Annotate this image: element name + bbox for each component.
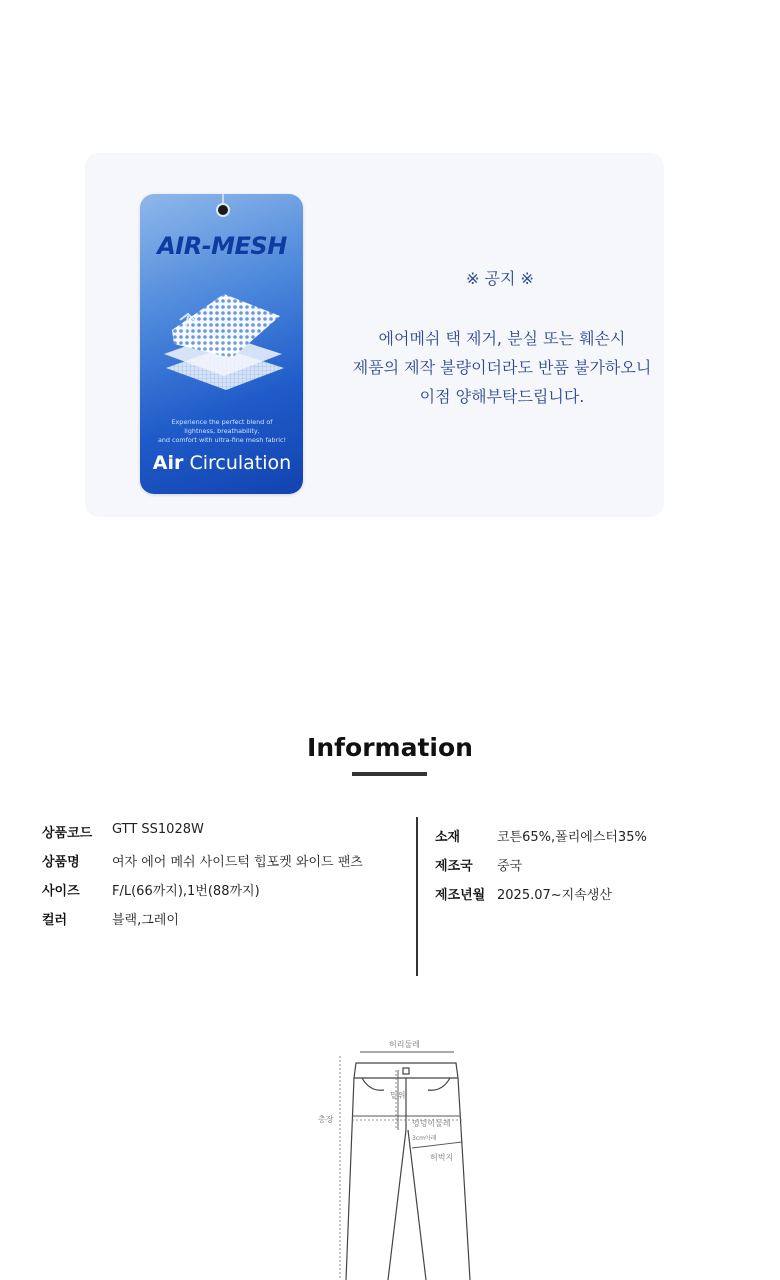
info-row-origin <box>435 855 755 884</box>
info-row-material <box>435 826 755 855</box>
size-label-hip-note: 3cm아래 <box>412 1135 437 1142</box>
info-label: 컬러 <box>42 913 68 928</box>
info-row-color <box>42 909 392 938</box>
pants-left-pocket <box>362 1078 384 1090</box>
tag-footer-bold: Air <box>152 452 184 474</box>
air-mesh-tag-image <box>140 194 303 494</box>
pants-size-chart <box>300 1030 500 1280</box>
info-table-right <box>435 826 755 913</box>
information-title: Information <box>307 733 473 762</box>
pants-button <box>403 1068 409 1074</box>
size-label-rise: 밑위 <box>390 1091 406 1100</box>
tag-title: AIR-MESH <box>157 232 287 260</box>
info-value: 여자 에어 메쉬 사이드턱 힙포켓 와이드 팬츠 <box>112 855 363 870</box>
notice-card <box>85 153 664 517</box>
pants-right-inseam <box>408 1130 426 1280</box>
size-label-hip: 엉덩이둘레 <box>412 1119 451 1128</box>
pants-left-outseam <box>346 1078 354 1280</box>
pants-right-outseam <box>458 1078 470 1280</box>
info-row-manufactured <box>435 884 755 913</box>
info-value: 코튼65%,폴리에스터35% <box>497 830 647 845</box>
info-table-left <box>42 822 392 938</box>
pants-waistband <box>354 1063 458 1078</box>
notice-body <box>332 324 672 411</box>
info-row-product-code <box>42 822 392 851</box>
notice-line: 제품의 제작 불량이더라도 반품 불가하오니 <box>352 358 652 377</box>
tag-footer <box>144 452 300 474</box>
pants-right-pocket <box>428 1078 450 1090</box>
size-label-length: 총장 <box>318 1115 334 1124</box>
info-label: 소재 <box>435 830 461 845</box>
info-row-product-name <box>42 851 392 880</box>
tag-description-line: lightness, breathability, <box>184 427 260 435</box>
info-divider <box>416 817 418 976</box>
info-value: 블랙,그레이 <box>112 913 179 928</box>
size-label-waist: 허리둘레 <box>389 1040 420 1049</box>
tag-footer-rest: Circulation <box>189 452 292 474</box>
information-underline <box>352 772 427 776</box>
info-label: 제조국 <box>435 859 473 874</box>
notice-line: 이점 양해부탁드립니다. <box>419 387 585 406</box>
info-value: 중국 <box>497 859 523 874</box>
tag-description <box>150 418 294 445</box>
info-value: GTT SS1028W <box>112 822 204 837</box>
notice-line: 에어메쉬 택 제거, 분실 또는 훼손시 <box>378 329 626 348</box>
info-label: 상품코드 <box>42 826 93 841</box>
mesh-layers-icon <box>154 286 290 406</box>
info-label: 상품명 <box>42 855 80 870</box>
info-value: 2025.07~지속생산 <box>497 888 612 903</box>
info-value: F/L(66까지),1번(88까지) <box>112 884 260 899</box>
tag-description-line: Experience the perfect blend of <box>171 418 273 426</box>
size-label-thigh: 허벅지 <box>430 1153 454 1162</box>
info-row-size <box>42 880 392 909</box>
info-label: 사이즈 <box>42 884 80 899</box>
tag-description-line: and comfort with ultra-fine mesh fabric! <box>157 436 287 444</box>
thigh-measure-line <box>412 1142 462 1148</box>
tag-hole <box>216 203 230 217</box>
info-label: 제조년월 <box>435 888 486 903</box>
pants-left-inseam <box>388 1130 406 1280</box>
notice-heading: ※ 공지 ※ <box>466 269 534 288</box>
